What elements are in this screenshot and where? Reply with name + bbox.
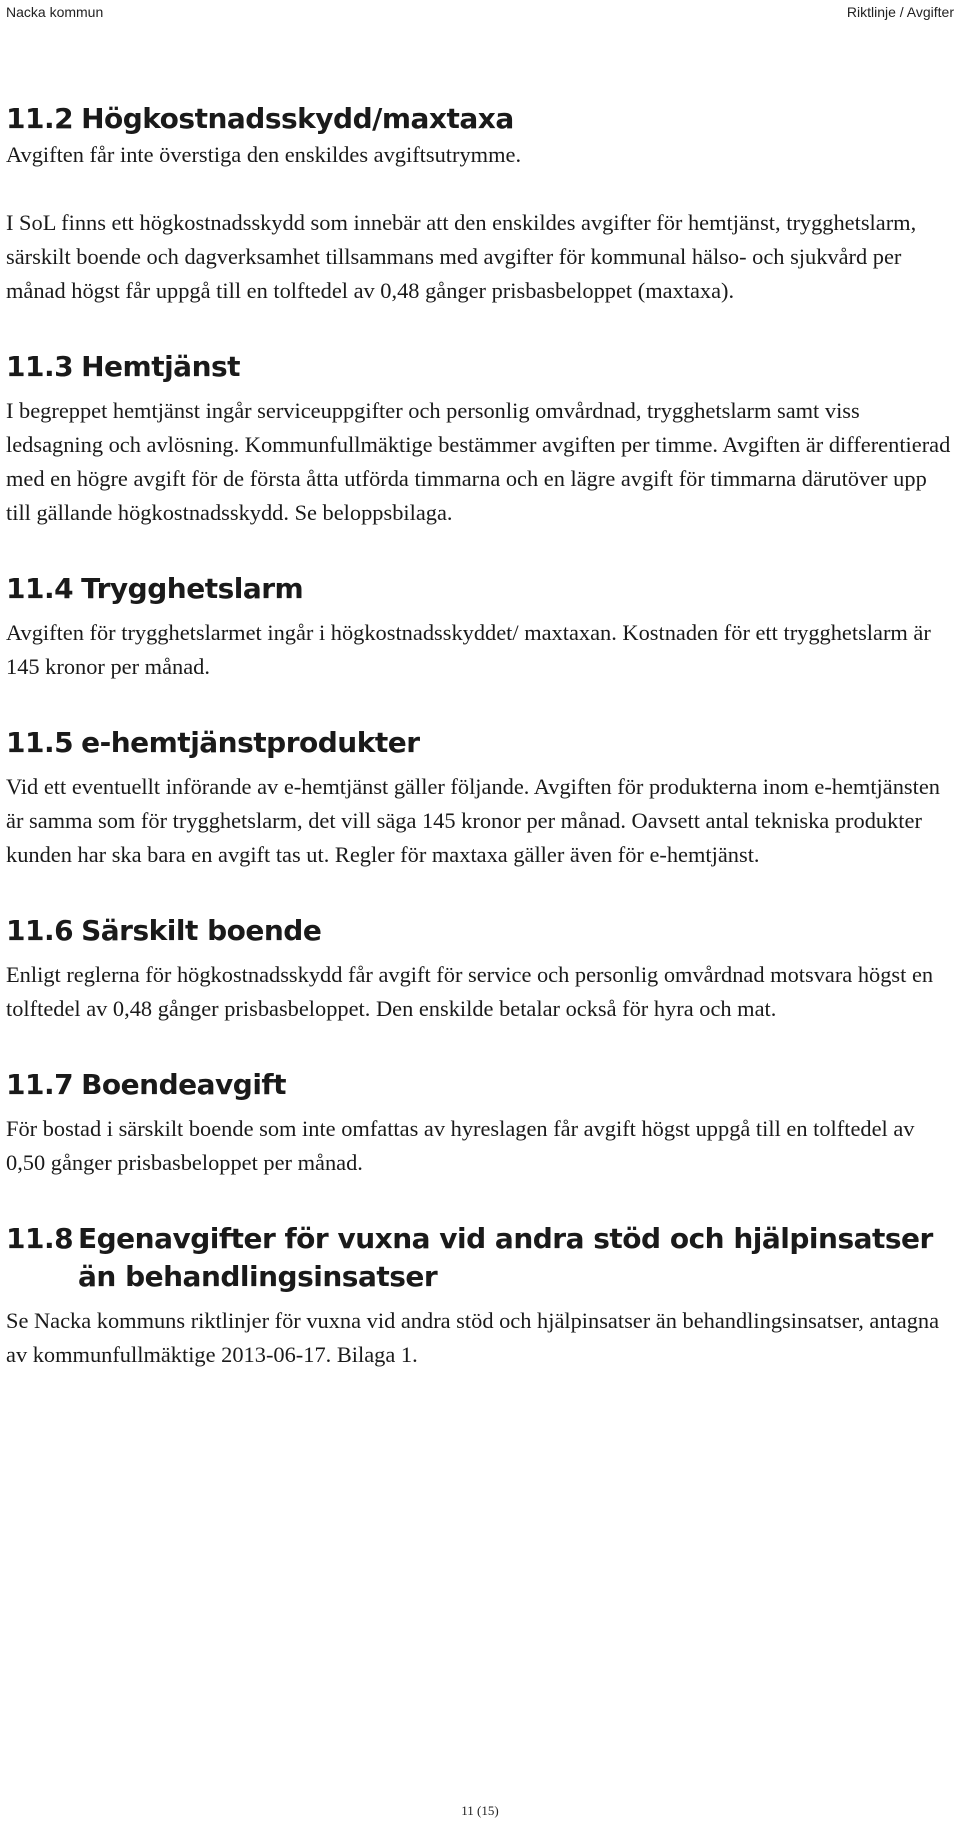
section-number: 11.6 [6, 914, 74, 947]
section-heading [6, 724, 952, 762]
section-number: 11.7 [6, 1068, 74, 1101]
header-organization: Nacka kommun [6, 4, 104, 20]
section-heading [6, 1066, 952, 1104]
section-11-2 [6, 100, 952, 308]
section-heading [6, 1220, 952, 1296]
header-document-title: Riktlinje / Avgifter [846, 4, 954, 20]
section-number: 11.2 [6, 102, 74, 135]
section-title: Trygghetslarm [81, 572, 304, 605]
paragraph: I begreppet hemtjänst ingår serviceuppgifter och personlig omvårdnad, trygghetslarm samt viss ledsagning och avlösning. Kommunfullmäktige bestämmer avgiften per timme. Avgiften är differentierad med en högre avgift för de första åtta utförda timmarna och en lägre avgift för timmarna därutöver upp till gällande högkostnadsskydd. Se beloppsbilaga. [6, 398, 951, 525]
section-11-6 [6, 912, 952, 1026]
section-title: e-hemtjänstprodukter [81, 726, 420, 759]
section-11-5 [6, 724, 952, 872]
section-number: 11.4 [6, 572, 74, 605]
section-11-8 [6, 1220, 952, 1372]
document-body [6, 100, 952, 1372]
paragraph: Avgiften för trygghetslarmet ingår i högkostnadsskyddet/ maxtaxan. Kostnaden för ett trygghetslarm är 145 kronor per månad. [6, 620, 931, 679]
section-number: 11.3 [6, 350, 74, 383]
section-number: 11.5 [6, 726, 74, 759]
section-11-3 [6, 348, 952, 530]
paragraph: Avgiften får inte överstiga den enskildes avgiftsutrymme. [6, 142, 522, 167]
section-title: Högkostnadsskydd/maxtaxa [81, 102, 514, 135]
page-number: 11 (15) [461, 1803, 499, 1818]
section-11-7 [6, 1066, 952, 1180]
paragraph: Enligt reglerna för högkostnadsskydd får avgift för service och personlig omvårdnad motsvara högst en tolftedel av 0,48 gånger prisbasbeloppet. Den enskilde betalar också för hyra och mat. [6, 962, 934, 1021]
section-heading [6, 570, 952, 608]
section-heading [6, 348, 952, 386]
paragraph: I SoL finns ett högkostnadsskydd som innebär att den enskildes avgifter för hemtjänst, trygghetslarm, särskilt boende och dagverksamhet tillsammans med avgifter för kommunal hälso- och sjukvård per månad högst får uppgå till en tolftedel av 0,48 gånger prisbasbeloppet (maxtaxa). [6, 210, 917, 303]
section-title: Särskilt boende [81, 914, 322, 947]
section-title: Hemtjänst [81, 350, 241, 383]
section-11-4 [6, 570, 952, 684]
section-title: Egenavgifter för vuxna vid andra stöd och hjälpinsatser än behandlingsinsatser [78, 1222, 933, 1293]
paragraph: För bostad i särskilt boende som inte omfattas av hyreslagen får avgift högst uppgå till en tolftedel av 0,50 gånger prisbasbeloppet per månad. [6, 1116, 915, 1175]
section-heading [6, 100, 952, 138]
paragraph: Vid ett eventuellt införande av e-hemtjänst gäller följande. Avgiften för produkterna inom e-hemtjänsten är samma som för trygghetslarm, det vill säga 145 kronor per månad. Oavsett antal tekniska produkter kunden har ska bara en avgift tas ut. Regler för maxtaxa gäller även för e-hemtjänst. [6, 774, 940, 867]
paragraph: Se Nacka kommuns riktlinjer för vuxna vid andra stöd och hjälpinsatser än behandlingsinsatser, antagna av kommunfullmäktige 2013-06-17. Bilaga 1. [6, 1308, 940, 1367]
section-title: Boendeavgift [81, 1068, 286, 1101]
section-number: 11.8 [6, 1222, 74, 1255]
section-heading [6, 912, 952, 950]
